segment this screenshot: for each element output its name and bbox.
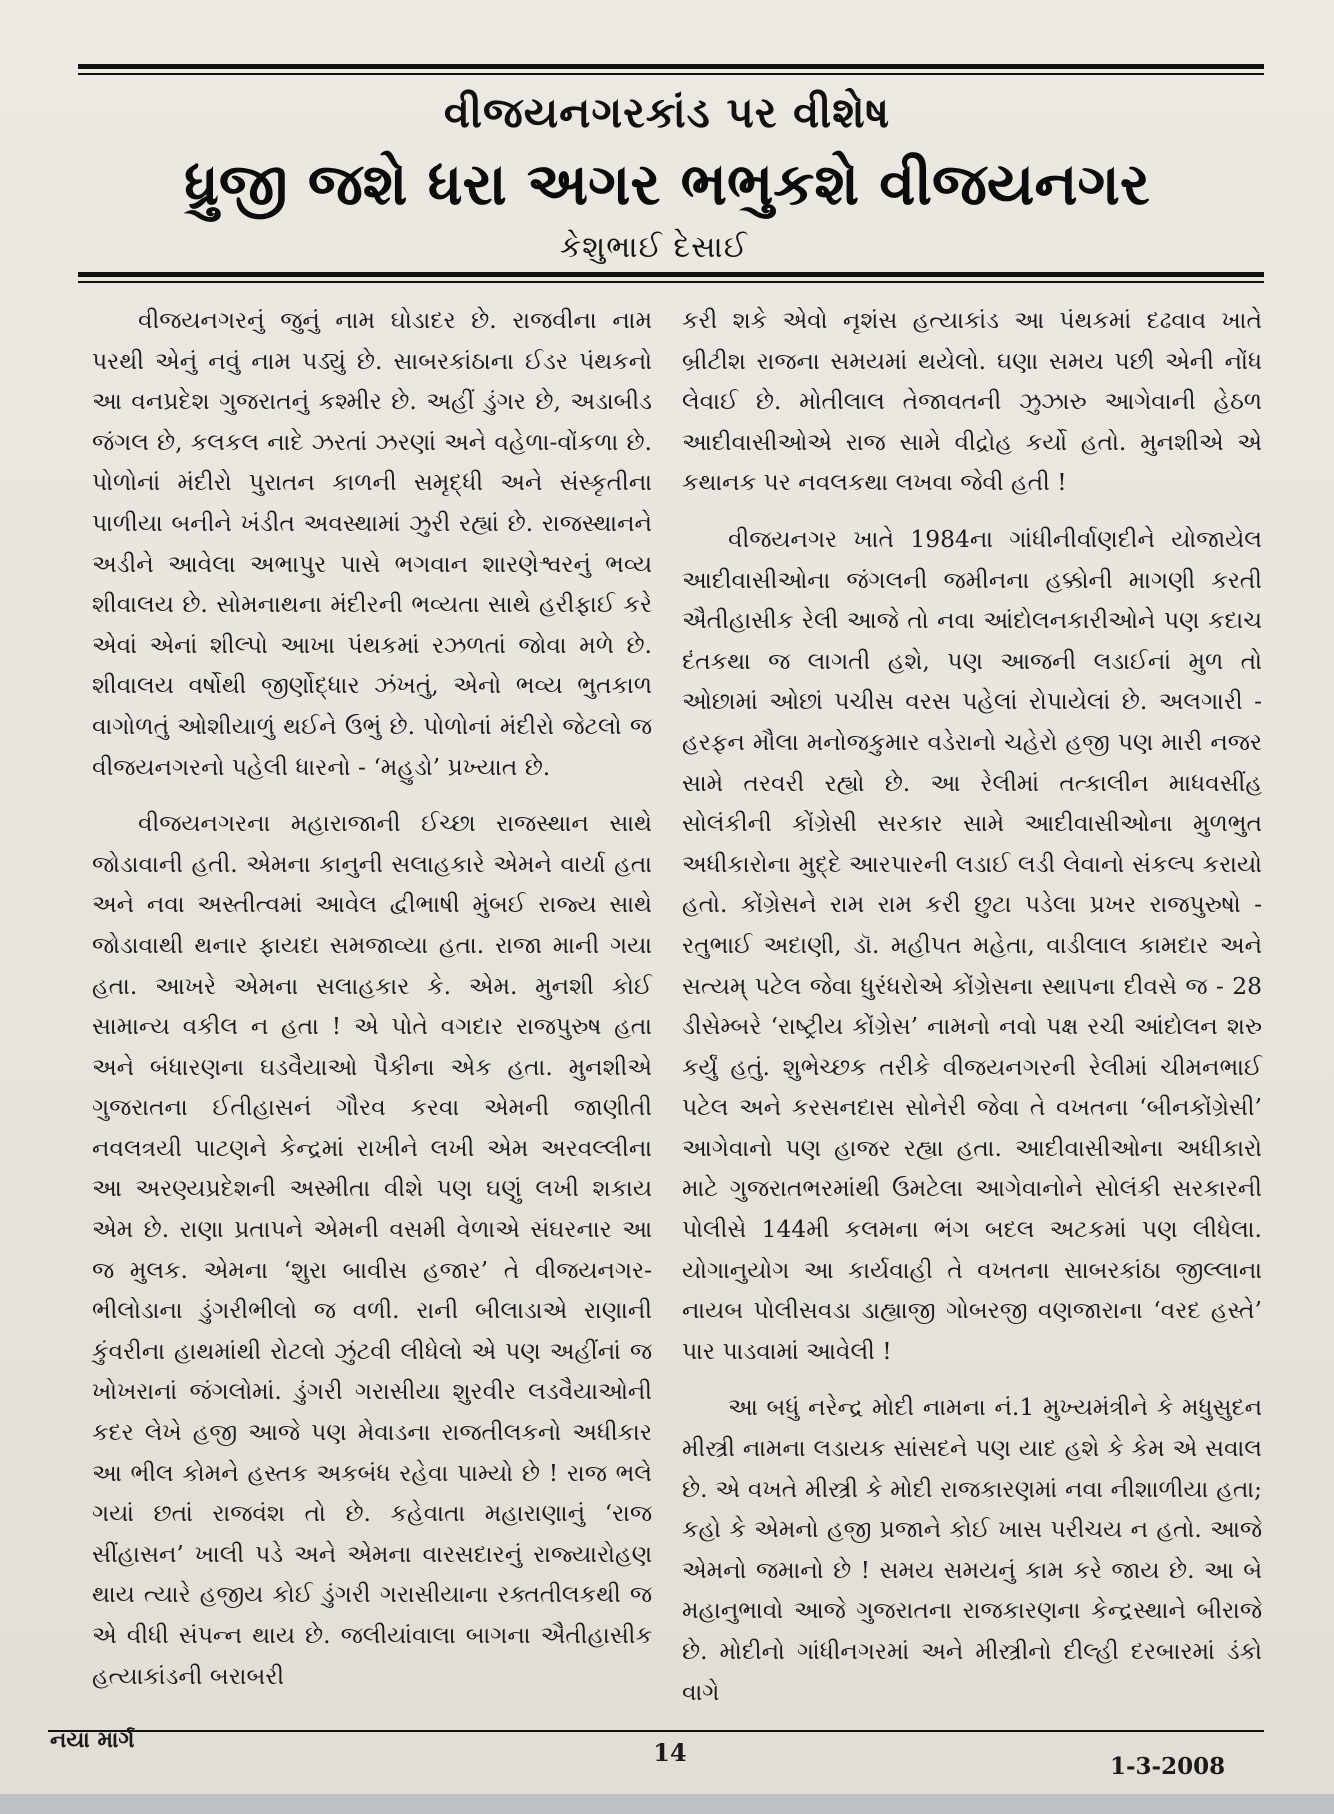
scan-bottom-edge bbox=[0, 1794, 1334, 1814]
footer-rule bbox=[48, 1730, 1264, 1732]
right-column bbox=[682, 300, 1262, 1712]
paragraph: કરી શકે એવો નૃશંસ હત્યાકાંડ આ પંથકમાં દઢવાવ ખાતે બ્રીટીશ રાજના સમયમાં થયેલો. ઘણા સમય પછી એની નોંધ લેવાઈ છે. મોતીલાલ તેજાવતની ઝુઝારુ આગેવાની હેઠળ આદીવાસીઓએ રાજ સામે વીદ્રોહ કર્યો હતો. મુનશીએ એ કથાનક પર નવલકથા લખવા જેવી હતી ! bbox=[682, 306, 1262, 497]
left-column bbox=[92, 300, 652, 1696]
top-rule-thick bbox=[78, 64, 1264, 69]
paragraph: આ બધું નરેન્દ્ર મોદી નામના નં.1 મુખ્યમંત્રીને કે મધુસુદન મીસ્ત્રી નામના લડાયક સાંસદને પણ યાદ હશે કે કેમ એ સવાલ છે. એ વખતે મીસ્ત્રી કે મોદી રાજકારણમાં નવા નીશાળીયા હતા; કહો કે એમનો હજી પ્રજાને કોઈ ખાસ પરીચય ન હતો. આજે એમનો જમાનો છે ! સમય સમયનું કામ કરે જાય છે. આ બે મહાનુભાવો આજે ગુજરાતના રાજકારણના કેન્દ્રસ્થાને બીરાજે છે. મોદીનો ગાંધીનગરમાં અને મીસ્ત્રીનો દીલ્હી દરબારમાં ડંકો વાગે bbox=[682, 1393, 1262, 1706]
issue-date: 1-3-2008 bbox=[1110, 1753, 1226, 1780]
paragraph: વીજયનગરના મહારાજાની ઈચ્છા રાજસ્થાન સાથે જોડાવાની હતી. એમના કાનુની સલાહકારે એમને વાર્યા હતા અને નવા અસ્તીત્વમાં આવેલ દ્વીભાષી મુંબઈ રાજ્ય સાથે જોડાવાથી થનાર ફાયદા સમજાવ્યા હતા. રાજા માની ગયા હતા. આખરે એમના સલાહકાર કે. એમ. મુનશી કોઈ સામાન્ય વકીલ ન હતા ! એ પોતે વગદાર રાજપુરુષ હતા અને બંધારણના ઘડવૈયાઓ પૈકીના એક હતા. મુનશીએ ગુજરાતના ઈતીહાસનં ગૌરવ કરવા એમની જાણીતી નવલત્રયી પાટણને કેન્દ્રમાં રાખીને લખી એમ અરવલ્લીના આ અરણ્યપ્રદેશની અસ્મીતા વીશે પણ ઘણું લખી શકાય એમ છે. રાણા પ્રતાપને એમની વસમી વેળાએ સંઘરનાર આ જ મુલક. એમના ‘શુરા બાવીસ હજાર’ તે વીજયનગર-ભીલોડાના ડુંગરીભીલો જ વળી. રાની બીલાડાએ રાણાની કુંવરીના હાથમાંથી રોટલો ઝુંટવી લીધેલો એ પણ અહીંનાં જ ખોખરાનાં જંગલોમાં. ડુંગરી ગરાસીયા શુરવીર લડવૈયાઓની કદર લેખે હજી આજે પણ મેવાડના રાજતીલકનો અધીકાર આ ભીલ કોમને હસ્તક અકબંધ રહેવા પામ્યો છે ! રાજ ભલે ગયાં છતાં રાજવંશ તો છે. કહેવાતા મહારાણાનું ‘રાજ સીંહાસન’ ખાલી પડે અને એમના વારસદારનું રાજ્યારોહણ થાય ત્યારે હજીય કોઈ ડુંગરી ગરાસીયાના રક્તતીલકથી જ એ વીધી સંપન્ન થાય છે. જલીયાંવાલા બાગના ઐતીહાસીક હત્યાકાંડની બરાબરી bbox=[92, 809, 652, 1690]
author-byline: કેશુભાઈ દેસાઈ bbox=[560, 230, 748, 265]
page-number: 14 bbox=[653, 1738, 687, 1767]
paragraph: વીજયનગર ખાતે 1984ના ગાંધીનીર્વાણદીને યોજાયેલ આદીવાસીઓના જંગલની જમીનના હક્કોની માગણી કરતી ઐતીહાસીક રેલી આજે તો નવા આંદોલનકારીઓને પણ કદાચ દંતકથા જ લાગતી હશે, પણ આજની લડાઈનાં મુળ તો ઓછામાં ઓછાં પચીસ વરસ પહેલાં રોપાયેલાં છે. અલગારી - હરફન મૌલા મનોજકુમાર વડેરાનો ચહેરો હજી પણ મારી નજર સામે તરવરી રહ્યો છે. આ રેલીમાં તત્કાલીન માધવસીંહ સોલંકીની કોંગ્રેસી સરકાર સામે આદીવાસીઓના મુળભુત અધીકારોના મુદ્દે આરપારની લડાઈ લડી લેવાનો સંકલ્પ કરાયો હતો. કોંગ્રેસને રામ રામ કરી છુટા પડેલા પ્રખર રાજપુરુષો - રતુભાઈ અદાણી, ડૉ. મહીપત મહેતા, વાડીલાલ કામદાર અને સત્યમ્ પટેલ જેવા ધુરંધરોએ કોંગ્રેસના સ્થાપના દીવસે જ - 28 ડીસેમ્બરે ‘રાષ્ટ્રીય કોંગ્રેસ’ નામનો નવો પક્ષ રચી આંદોલન શરુ કર્યું હતું. શુભેચ્છક તરીકે વીજયનગરની રેલીમાં ચીમનભાઈ પટેલ અને કરસનદાસ સોનેરી જેવા તે વખતના ‘બીનકોંગ્રેસી’ આગેવાનો પણ હાજર રહ્યા હતા. આદીવાસીઓના અધીકારો માટે ગુજરાતભરમાંથી ઉમટેલા આગેવાનોને સોલંકી સરકારની પોલીસે 144મી કલમના ભંગ બદલ અટકમાં પણ લીધેલા. યોગાનુયોગ આ કાર્યવાહી તે વખતના સાબરકાંઠા જીલ્લાના નાયબ પોલીસવડા ડાહ્યાજી ગોબરજી વણજારાના ‘વરદ હસ્તે’ પાર પાડવામાં આવેલી ! bbox=[682, 524, 1262, 1365]
header-rule-thick bbox=[78, 272, 1264, 277]
top-rule-thin bbox=[78, 73, 1264, 75]
publication-name: નયા માર્ગ bbox=[50, 1728, 135, 1753]
kicker-title: વીજયનગરકાંડ પર વીશેષ bbox=[443, 88, 891, 137]
article-headline: ધ્રુજી જશે ધરા અગર ભભુકશે વીજયનગર bbox=[184, 150, 1150, 218]
paragraph: વીજયનગરનું જુનું નામ ઘોડાદર છે. રાજવીના નામ પરથી એનું નવું નામ પડ્યું છે. સાબરકાંઠાના ઈડર પંથકનો આ વનપ્રદેશ ગુજરાતનું કશ્મીર છે. અહીં ડુંગર છે, અડાબીડ જંગલ છે, કલકલ નાદે ઝરતાં ઝરણાં અને વહેળા-વોંકળા છે. પોળોનાં મંદીરો પુરાતન કાળની સમૃદ્ધી અને સંસ્કૃતીના પાળીયા બનીને ખંડીત અવસ્થામાં ઝુરી રહ્યાં છે. રાજસ્થાનને અડીને આવેલા અભાપુર પાસે ભગવાન શારણેશ્વરનું ભવ્ય શીવાલય છે. સોમનાથના મંદીરની ભવ્યતા સાથે હરીફાઈ કરે એવાં એનાં શીલ્પો આખા પંથકમાં રઝળતાં જોવા મળે છે. શીવાલય વર્ષોથી જીર્ણોદ્ધાર ઝંખતું, એનો ભવ્ય ભુતકાળ વાગોળતું ઓશીયાળું થઈને ઉભું છે. પોળોનાં મંદીરો જેટલો જ વીજયનગરનો પહેલી ધારનો - ‘મહુડો’ પ્રખ્યાત છે. bbox=[92, 306, 652, 781]
header-rule-thin bbox=[78, 281, 1264, 283]
